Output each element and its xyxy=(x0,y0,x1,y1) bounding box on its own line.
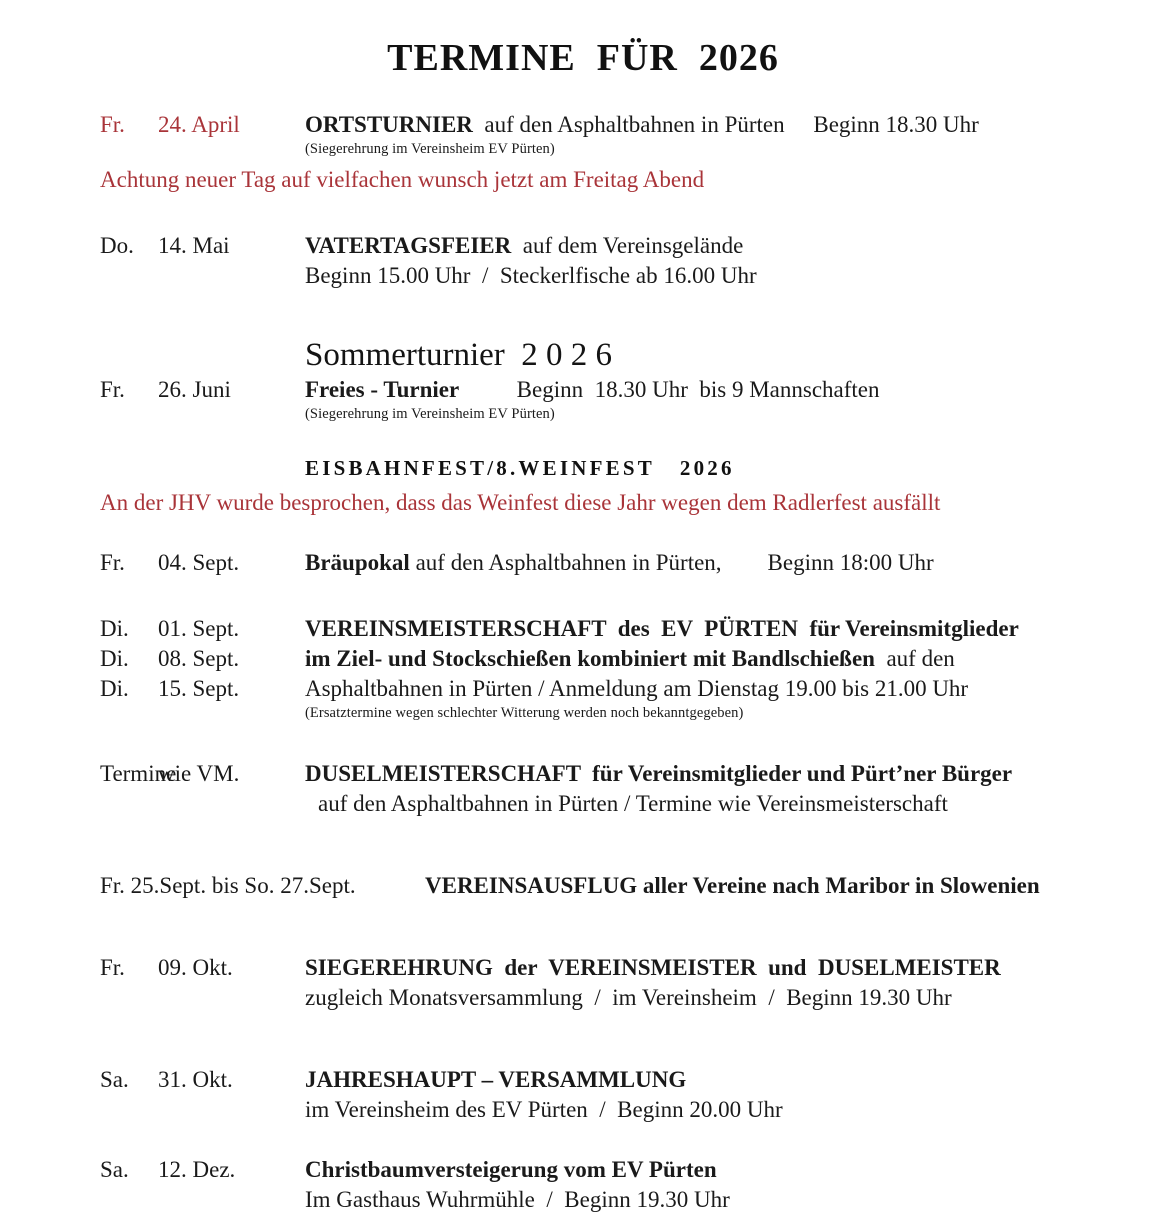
entry-day: Di. xyxy=(100,676,129,701)
entry-day: Sa. xyxy=(100,1157,129,1182)
entry-line-2: zugleich Monatsversammlung / im Vereinsheim / Beginn 19.30 Uhr xyxy=(305,985,952,1010)
table-row xyxy=(100,644,1166,674)
table-row xyxy=(100,674,1166,723)
entry-vatertagsfeier xyxy=(0,231,1166,291)
entry-line-1: DUSELMEISTERSCHAFT für Vereinsmitglieder und Pürt’ner Bürger xyxy=(305,761,1013,786)
entry-body xyxy=(305,953,1166,1013)
entry-body xyxy=(305,548,1166,578)
entry-date-range: Fr. 25.Sept. bis So. 27.Sept. xyxy=(100,873,356,898)
remark-ortsturnier: Achtung neuer Tag auf vielfachen wunsch jetzt am Freitag Abend xyxy=(100,167,705,192)
entry-day: Di. xyxy=(100,646,129,671)
entry-line-2: Im Gasthaus Wuhrmühle / Beginn 19.30 Uhr xyxy=(305,1187,730,1212)
entry-headline-rest: auf den Asphaltbahnen in Pürten Beginn 18.30 Uhr xyxy=(472,112,979,137)
entry-headline-bold: VATERTAGSFEIER xyxy=(305,233,512,258)
entry-day: Do. xyxy=(100,233,134,258)
entry-note: (Ersatztermine wegen schlechter Witterung werden noch bekanntgegeben) xyxy=(305,705,744,721)
entry-headline-bold: ORTSTURNIER xyxy=(305,112,473,137)
entry-body xyxy=(305,759,1166,819)
entry-day: Termine xyxy=(100,761,177,786)
entry-headline-rest: Beginn 18.30 Uhr bis 9 Mannschaften xyxy=(459,377,880,402)
entry-date: 31. Okt. xyxy=(158,1067,233,1092)
entry-line-2: Beginn 15.00 Uhr / Steckerlfische ab 16.00 Uhr xyxy=(305,263,757,288)
remark-eisbahnfest: An der JHV wurde besprochen, dass das Weinfest diese Jahr wegen dem Radlerfest ausfällt xyxy=(100,490,941,515)
entry-siegerehrung xyxy=(0,953,1166,1013)
entry-day: Di. xyxy=(100,616,129,641)
section-heading-sommerturnier: Sommerturnier 2 0 2 6 xyxy=(305,337,613,373)
entry-date: 09. Okt. xyxy=(158,955,233,980)
entry-line-2: im Vereinsheim des EV Pürten / Beginn 20.00 Uhr xyxy=(305,1097,783,1122)
page-title: TERMINE FÜR 2026 xyxy=(387,37,779,79)
entry-date: 12. Dez. xyxy=(158,1157,236,1182)
section-heading-eisbahnfest: EISBAHNFEST/8.WEINFEST 2026 xyxy=(305,456,735,480)
entry-line-2 xyxy=(305,644,1166,674)
entry-vereinsmeisterschaft xyxy=(0,614,1166,723)
entry-headline-bold: VEREINSAUSFLUG aller Vereine nach Maribor in Slowenien xyxy=(425,873,1040,898)
entry-headline-rest: auf dem Vereinsgelände xyxy=(511,233,744,258)
entry-braeupokal xyxy=(0,548,1166,578)
entry-line-2-bold: im Ziel- und Stockschießen kombiniert mit Bandlschießen xyxy=(305,646,875,671)
entry-date: 24. April xyxy=(158,112,240,137)
entry-body xyxy=(305,674,1166,723)
entry-date: 14. Mai xyxy=(158,233,230,258)
entry-day: Fr. xyxy=(100,377,125,402)
entry-headline-bold: Freies - Turnier xyxy=(305,377,460,402)
entry-headline-rest: auf den Asphaltbahnen in Pürten, Beginn 18:00 Uhr xyxy=(409,550,934,575)
entry-line-3: Asphaltbahnen in Pürten / Anmeldung am Dienstag 19.00 bis 21.00 Uhr xyxy=(305,676,969,701)
entry-date: 04. Sept. xyxy=(158,550,240,575)
entry-headline-bold: SIEGEREHRUNG der VEREINSMEISTER und DUSELMEISTER xyxy=(305,955,1001,980)
entry-body xyxy=(305,1065,1166,1125)
entry-body xyxy=(305,1155,1166,1215)
entry-day: Fr. xyxy=(100,550,125,575)
entry-day: Fr. xyxy=(100,112,125,137)
entry-sommerturnier xyxy=(0,375,1166,424)
entry-duselmeisterschaft xyxy=(0,759,1166,819)
entry-date: 26. Juni xyxy=(158,377,231,402)
entry-body xyxy=(305,110,1166,159)
entry-line-2: auf den Asphaltbahnen in Pürten / Termine wie Vereinsmeisterschaft xyxy=(318,791,948,816)
entry-vereinsausflug xyxy=(0,871,1166,901)
entry-day: Fr. xyxy=(100,955,125,980)
entry-line-2-rest: auf den xyxy=(874,646,955,671)
entry-body xyxy=(305,231,1166,291)
table-row xyxy=(100,614,1166,644)
entry-christbaumversteigerung xyxy=(0,1155,1166,1215)
entry-date: 15. Sept. xyxy=(158,676,240,701)
entry-headline-bold: Bräupokal xyxy=(305,550,410,575)
entry-headline-bold: Christbaumversteigerung vom EV Pürten xyxy=(305,1157,717,1182)
entry-body xyxy=(305,375,1166,424)
entry-date: 01. Sept. xyxy=(158,616,240,641)
entry-note: (Siegerehrung im Vereinsheim EV Pürten) xyxy=(305,141,555,157)
entry-note: (Siegerehrung im Vereinsheim EV Pürten) xyxy=(305,406,555,422)
entry-jahreshauptversammlung xyxy=(0,1065,1166,1125)
entry-date: 08. Sept. xyxy=(158,646,240,671)
entry-day: Sa. xyxy=(100,1067,129,1092)
entry-date: wie VM. xyxy=(158,761,240,786)
entry-line-1: VEREINSMEISTERSCHAFT des EV PÜRTEN für Vereinsmitglieder xyxy=(305,616,1019,641)
entry-ortsturnier xyxy=(0,110,1166,159)
entry-headline-bold: JAHRESHAUPT – VERSAMMLUNG xyxy=(305,1067,687,1092)
